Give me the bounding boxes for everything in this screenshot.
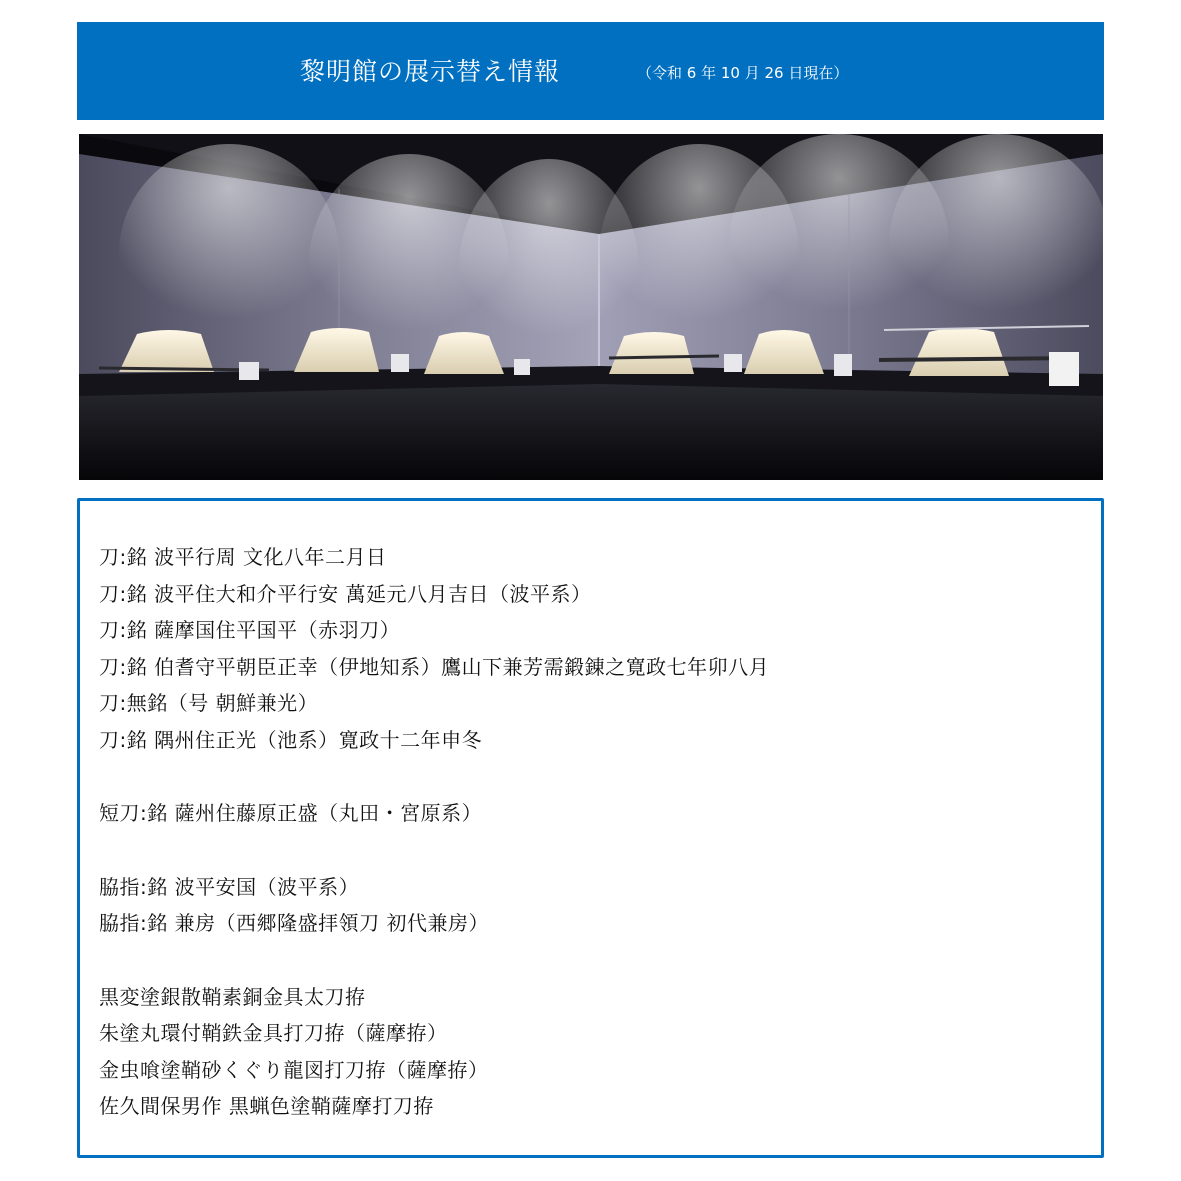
koshirae-group [99, 979, 1101, 1125]
list-item: 脇指:銘 波平安国（波平系） [99, 874, 360, 899]
list-item: 刀:銘 波平住大和介平行安 萬延元八月吉日（波平系） [99, 581, 592, 606]
group-spacer [99, 832, 1101, 869]
list-item: 金虫喰塗鞘砂くぐり龍図打刀拵（薩摩拵） [99, 1057, 489, 1082]
list-item: 刀:銘 伯耆守平朝臣正幸（伊地知系）鷹山下兼芳需鍛錬之寛政七年卯八月 [99, 654, 770, 679]
list-item: 刀:銘 薩摩国住平国平（赤羽刀） [99, 618, 401, 642]
wakizashi-group [99, 869, 1101, 942]
list-item: 黒変塗銀散鞘素銅金具太刀拵 [99, 984, 366, 1009]
list-item: 佐久間保男作 黒蝋色塗鞘薩摩打刀拵 [99, 1094, 434, 1118]
group-spacer [99, 758, 1101, 795]
page-title: 黎明館の展示替え情報 [300, 57, 561, 86]
katana-group [99, 539, 1101, 758]
list-item: 短刀:銘 薩州住藤原正盛（丸田・宮原系） [99, 801, 483, 825]
list-item: 刀:銘 隅州住正光（池系）寛政十二年申冬 [99, 727, 483, 752]
group-spacer [99, 942, 1101, 979]
as-of-date: （令和 6 年 10 月 26 日現在） [637, 64, 849, 82]
list-item: 脇指:銘 兼房（西郷隆盛拝領刀 初代兼房） [99, 911, 489, 935]
tanto-group [99, 795, 1101, 832]
list-item: 刀:銘 波平行周 文化八年二月日 [99, 545, 387, 569]
page-header [77, 22, 1104, 120]
exhibit-list [77, 498, 1104, 1158]
list-item: 刀:無銘（号 朝鮮兼光） [99, 691, 319, 715]
exhibition-hall-photo [79, 134, 1103, 480]
list-item: 朱塗丸環付鞘鉄金具打刀拵（薩摩拵） [99, 1021, 448, 1045]
